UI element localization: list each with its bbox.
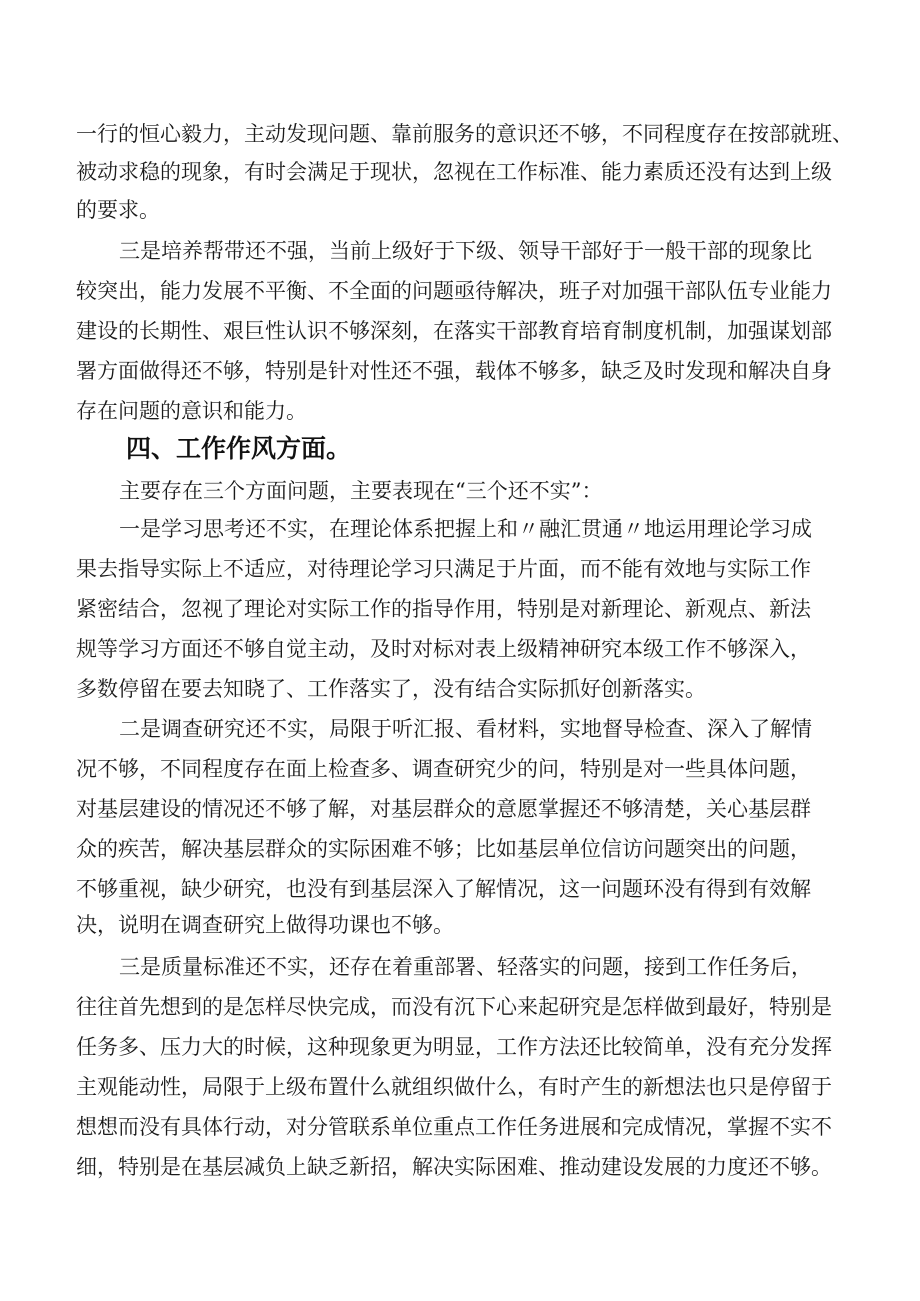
paragraph-line: 众的疾苦，解决基层群众的实际困难不够；比如基层单位信访问题突出的问题， [76, 837, 811, 861]
paragraph-line: 一是学习思考还不实，在理论体系把握上和〃融汇贯通〃地运用理论学习成 [119, 517, 812, 541]
paragraph-line: 的要求。 [76, 198, 160, 222]
paragraph-line: 主观能动性，局限于上级布置什么就组织做什么，有时产生的新想法也只是停留于 [76, 1075, 832, 1099]
paragraph-line: 规等学习方面还不够自觉主动，及时对标对表上级精神研究本级工作不够深入， [76, 637, 811, 661]
paragraph-line: 署方面做得还不够，特别是针对性还不强，载体不够多，缺乏及时发现和解决自身 [76, 359, 832, 383]
paragraph-line: 对基层建设的情况还不够了解，对基层群众的意愿掌握还不够清楚，关心基层群 [76, 797, 811, 821]
paragraph-line: 果去指导实际上不适应，对待理论学习只满足于片面，而不能有效地与实际工作 [76, 557, 811, 581]
paragraph-line: 往往首先想到的是怎样尽快完成，而没有沉下心来起研究是怎样做到最好，特别是 [76, 995, 832, 1019]
paragraph-line: 任务多、压力大的时候，这种现象更为明显，工作方法还比较简单，没有充分发挥 [76, 1035, 832, 1059]
paragraph-line: 三是质量标准还不实，还存在着重部署、轻落实的问题，接到工作任务后， [119, 955, 812, 979]
section-heading: 四、工作作风方面。 [126, 434, 352, 463]
paragraph-line: 决，说明在调查研究上做得功课也不够。 [76, 913, 454, 937]
paragraph-line: 况不够，不同程度存在面上检查多、调查研究少的问，特别是对一些具体问题， [76, 757, 811, 781]
paragraph-line: 三是培养帮带还不强，当前上级好于下级、领导干部好于一般干部的现象比 [119, 239, 812, 263]
paragraph-line: 被动求稳的现象，有时会满足于现状，忽视在工作标准、能力素质还没有达到上级 [76, 160, 832, 184]
paragraph-line: 不够重视，缺少研究，也没有到基层深入了解情况，这一问题环没有得到有效解 [76, 877, 811, 901]
paragraph-line: 想想而没有具体行动，对分管联系单位重点工作任务进展和完成情况，掌握不实不 [76, 1115, 832, 1139]
paragraph-line: 较突出，能力发展不平衡、不全面的问题亟待解决，班子对加强干部队伍专业能力 [76, 279, 832, 303]
paragraph-line: 多数停留在要去知晓了、工作落实了，没有结合实际抓好创新落实。 [76, 677, 706, 701]
paragraph-line: 一行的恒心毅力，主动发现问题、靠前服务的意识还不够，不同程度存在按部就班、 [76, 122, 853, 146]
paragraph-line: 建设的长期性、艰巨性认识不够深刻，在落实干部教育培育制度机制，加强谋划部 [76, 319, 832, 343]
paragraph-line: 紧密结合，忽视了理论对实际工作的指导作用，特别是对新理论、新观点、新法 [76, 597, 811, 621]
paragraph-line: 存在问题的意识和能力。 [76, 399, 307, 423]
paragraph-line: 二是调查研究还不实，局限于听汇报、看材料，实地督导检查、深入了解情 [119, 717, 812, 741]
paragraph-line: 主要存在三个方面问题，主要表现在“三个还不实”： [119, 479, 603, 503]
paragraph-line: 细，特别是在基层减负上缺乏新招，解决实际困难、推动建设发展的力度还不够。 [76, 1155, 832, 1179]
